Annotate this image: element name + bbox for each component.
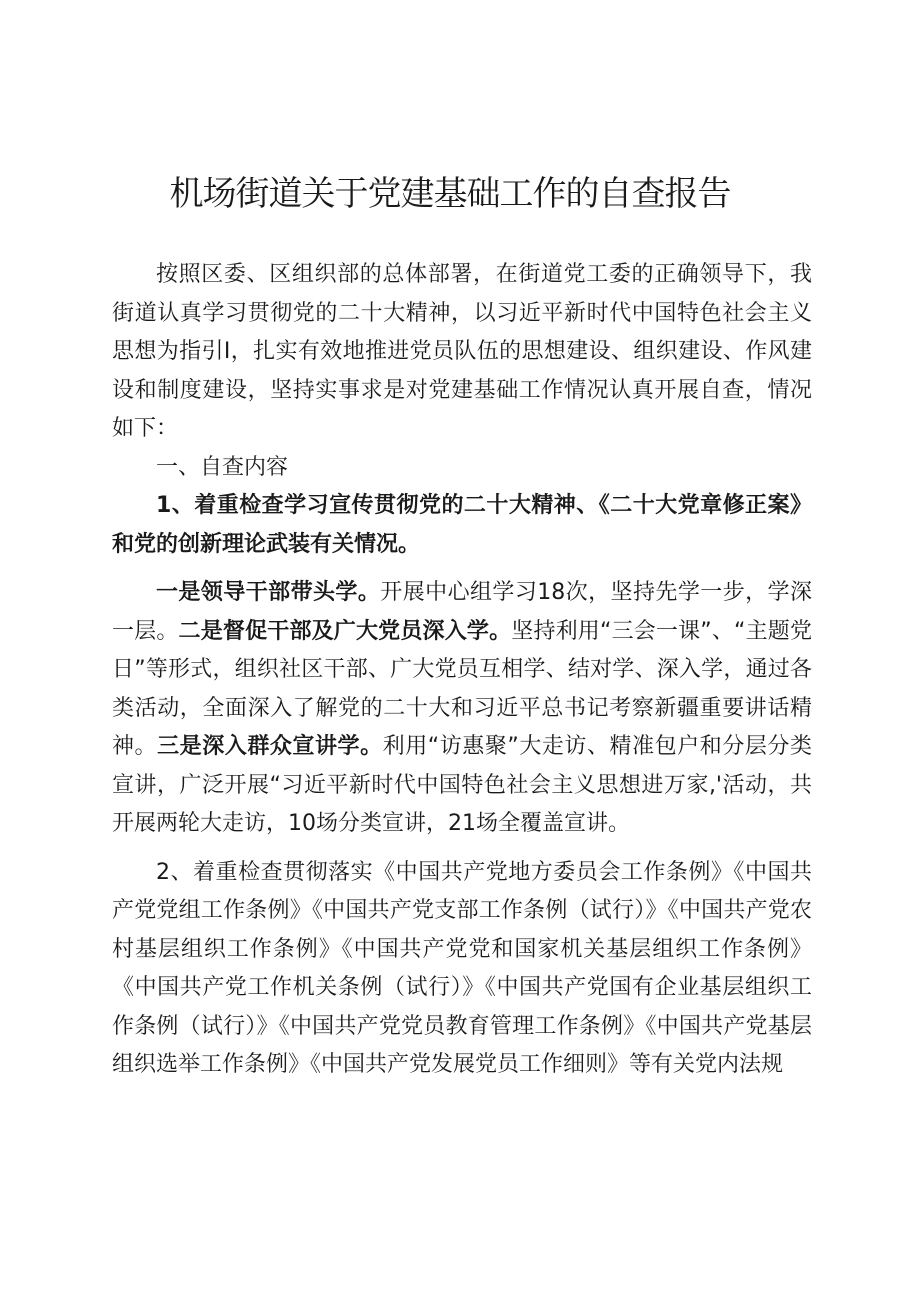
item1-body-paragraph	[112, 574, 812, 844]
item1-lead-2: 二是督促干部及广大党员深入学。	[178, 618, 512, 644]
item1-heading: 1、着重检查学习宣传贯彻党的二十大精神、《二十大党章修正案》和党的创新理论武装有关情况。	[112, 493, 812, 557]
item2-paragraph: 2、着重检查贯彻落实《中国共产党地方委员会工作条例》《中国共产党党组工作条例》《中国共产党支部工作条例（试行）》《中国共产党农村基层组织工作条例》《中国共产党党和国家机关基层组织工作条例》《中国共产党工作机关条例（试行）》《中国共产党国有企业基层组织工作条例（试行）》《中国共产党党员教育管理工作条例》《中国共产党基层组织选举工作条例》《中国共产党发展党员工作细则》等有关党内法规	[112, 859, 812, 1077]
intro-paragraph: 按照区委、区组织部的总体部署，在街道党工委的正确领导下，我街道认真学习贯彻党的二十大精神，以习近平新时代中国特色社会主义思想为指引I，扎实有效地推进党员队伍的思想建设、组织建设、作风建设和制度建设，坚持实事求是对党建基础工作情况认真开展自查，情况如下：	[112, 262, 812, 441]
section-heading-self-check: 一、自查内容	[156, 454, 289, 480]
item1-lead-1: 一是领导干部带头学。	[156, 580, 381, 605]
item1-lead-3: 三是深入群众宣讲学。	[157, 734, 383, 759]
item1-text-1: 开展中心组学习18次，坚持先学一步，学深一层。	[112, 580, 812, 644]
item1-text-3: 利用“访惠聚”大走访、精准包户和分层分类宣讲，广泛开展“习近平新时代中国特色社会主义思想进万家,'活动，共开展两轮大走访，10场分类宣讲，21场全覆盖宣讲。	[112, 734, 812, 836]
document-body	[112, 256, 812, 1085]
item1-text-2: 坚持利用“三会一课”、“主题党日”等形式，组织社区干部、广大党员互相学、结对学、深入学，通过各类活动，全面深入了解党的二十大和习近平总书记考察新疆重要讲话精神。	[112, 618, 812, 759]
document-title: 机场街道关于党建基础工作的自查报告	[169, 174, 731, 214]
